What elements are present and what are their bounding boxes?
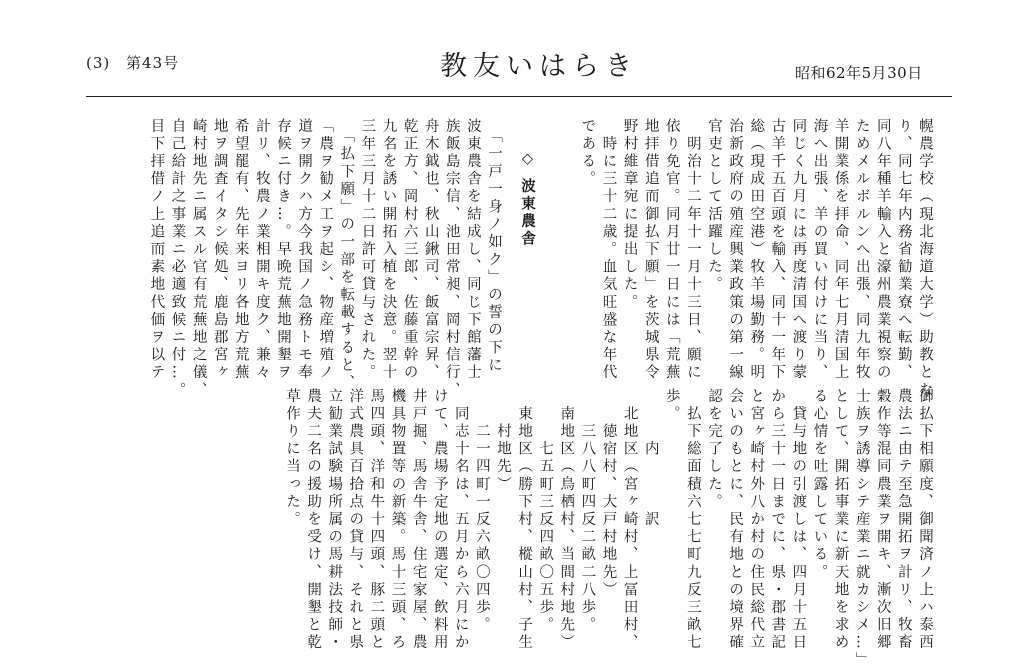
text-column: 時に三十二歳。血気旺盛な年代 bbox=[600, 118, 617, 382]
page-header bbox=[0, 0, 1024, 110]
section-heading bbox=[517, 150, 537, 249]
page-number: (3) bbox=[86, 54, 111, 72]
text-column: 崎村地先ニ属スル官有荒蕪地之儀、 bbox=[190, 118, 207, 400]
text-column: 会いのもとに、民有地との境界確 bbox=[727, 388, 744, 652]
text-column: 払下総面積六七七町九反三畝七 bbox=[684, 388, 701, 652]
text-column: 乾正方、岡村六三郎、佐藤重幹の bbox=[401, 118, 418, 382]
text-column: 農夫二名の援助を受け、開墾と乾 bbox=[305, 388, 322, 652]
header-rule bbox=[86, 96, 952, 97]
newsletter-title: 教友いはらき bbox=[440, 51, 638, 82]
text-column: 北地区（宮ヶ崎村、上冨田村、 bbox=[621, 388, 638, 652]
text-column: 舟木鉞也、秋山鍬司、飯富宗昇、 bbox=[422, 118, 439, 382]
text-column: として、開拓事業に新天地を求め bbox=[832, 388, 849, 652]
text-column: 計リ、牧農ノ業相開キ度ク、兼々 bbox=[253, 118, 270, 382]
text-column: 井戸掘、馬舎牛舎、住宅家屋、農 bbox=[410, 388, 427, 652]
text-column: 幌農学校（現北海道大学）助教とな bbox=[917, 118, 933, 400]
issue-number: 第43号 bbox=[126, 54, 180, 72]
text-column: 三八八町四反二畝二八歩。 bbox=[579, 388, 596, 635]
text-column: から三十一日までに、県・郡書記 bbox=[769, 388, 786, 652]
text-column: である。 bbox=[579, 118, 596, 189]
text-column: ためメルボルンへ出張、同九年牧 bbox=[853, 118, 870, 382]
text-column: 野村維章宛に提出した。 bbox=[621, 118, 638, 312]
text-column: 自己給計之事業ニ必適致候ニ付…。 bbox=[169, 118, 186, 400]
text-column: けて、農場予定地の選定、飲料用 bbox=[431, 388, 448, 652]
text-column: 希望罷有、先年来ヨリ各地方荒蕪 bbox=[232, 118, 249, 382]
text-column: 立勧業試験場所属の馬耕法技師・ bbox=[326, 388, 343, 652]
text-column: 海へ出張、羊の買い付けに当り、 bbox=[811, 118, 828, 382]
text-column: り、同七年内務省勧業寮へ転勤、 bbox=[895, 118, 912, 382]
publication-date: 昭和62年5月30日 bbox=[795, 64, 923, 82]
text-column: 村地先） bbox=[495, 388, 511, 494]
text-column: 依り免官。同月廿一日には「荒蕪 bbox=[663, 118, 680, 382]
text-column: 九名を誘い開拓入植を決意。翌十 bbox=[380, 118, 397, 382]
text-column: 洋式農具百拾点の貸与、それと県 bbox=[347, 388, 364, 652]
text-column: 地拝借追而御払下願」を茨城県令 bbox=[642, 118, 659, 382]
text-column: 目下拝借ノ上追而素地代価ヲ以テ bbox=[148, 118, 165, 382]
text-column: 穀作等混同農業ヲ開キ、漸次旧郷 bbox=[874, 388, 891, 652]
text-column: と宮ヶ崎村外八か村の住民総代立 bbox=[748, 388, 765, 652]
text-column: 南地区（鳥栖村、当間村地先） bbox=[558, 388, 575, 652]
text-column: 貸与地の引渡しは、四月十五日 bbox=[790, 388, 807, 652]
text-column: 徳宿村、大戸村地先） bbox=[600, 388, 617, 600]
text-column: 「払下願」の一部を転載すると、 bbox=[338, 118, 355, 393]
text-column: 羊開業係を拝命、同年七月清国上 bbox=[832, 118, 849, 382]
text-column: 同じく九月には再度清国へ渡り蒙 bbox=[790, 118, 807, 382]
text-column: 草作りに当った。 bbox=[284, 388, 300, 529]
text-column: 明治十二年十一月十三日、願に bbox=[684, 118, 701, 382]
text-column: 三年三月十二日許可貸与された。 bbox=[359, 118, 376, 382]
text-column: 「一戸一身ノ如ク」の誓の下に bbox=[486, 118, 502, 375]
text-column: 総（現成田空港）牧羊場勤務。明 bbox=[748, 118, 765, 382]
text-column: 七五町三反四畝〇五歩。 bbox=[537, 388, 554, 635]
text-column: 族飯島宗信、池田常昶、岡村信行、 bbox=[443, 118, 460, 400]
text-column: 二一四町一反六畝〇四歩。 bbox=[473, 388, 490, 635]
text-column: 歩。 bbox=[663, 388, 680, 424]
text-column: 農法ニ由テ至急開拓ヲ計リ、牧畜 bbox=[895, 388, 912, 652]
text-column: 機具物置等の新築。馬十三頭、ろ bbox=[389, 388, 406, 652]
text-column: 地ヲ調査イタシ候処、鹿島郡宮ヶ bbox=[211, 118, 228, 382]
text-column: 御払下相願度、御聞済ノ上ハ泰西 bbox=[917, 388, 933, 652]
text-column: 存候ニ付き…。早晩荒蕪地開墾ヲ bbox=[275, 118, 291, 382]
text-column: 古羊千五百頭を輸入、同十一年下 bbox=[769, 118, 786, 382]
text-column: 官吏として活躍した。 bbox=[706, 118, 722, 294]
text-column: 認を完了した。 bbox=[706, 388, 722, 512]
diamond-icon: ◇ bbox=[519, 150, 536, 171]
text-column: 東地区（勝下村、樅山村、子生 bbox=[516, 388, 533, 652]
issue-info bbox=[86, 52, 189, 73]
text-column: 馬四頭、洋和牛十四頭、豚二頭と bbox=[368, 388, 385, 652]
text-column: 波東農舎を結成し、同じ下館藩士 bbox=[464, 118, 481, 382]
text-column: 同八年種羊輸入と濠州農業視察の bbox=[874, 118, 891, 382]
text-column: 士族ヲ誘導シテ産業ニ就カシメ…」 bbox=[853, 388, 870, 670]
text-column: 治新政府の殖産興業政策の第一線 bbox=[727, 118, 744, 382]
text-column: 「農ヲ勧メ工ヲ起シ、物産増殖ノ bbox=[317, 118, 334, 382]
text-column: 道ヲ開クハ方今我国ノ急務トモ奉 bbox=[296, 118, 313, 382]
text-column: 内 訳 bbox=[642, 388, 659, 529]
text-column: 同志十名は、五月から六月にか bbox=[452, 388, 469, 652]
section-title: 波東農舎 bbox=[519, 178, 536, 249]
text-column: る心情を吐露している。 bbox=[811, 388, 828, 582]
